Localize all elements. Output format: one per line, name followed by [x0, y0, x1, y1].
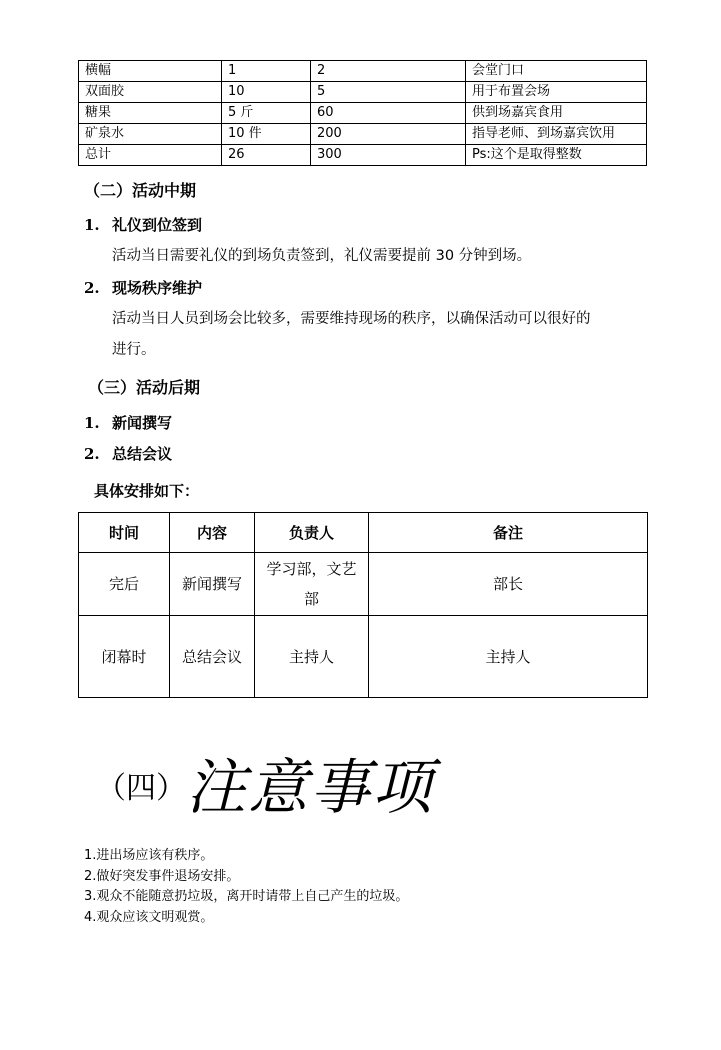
table-header-row [79, 513, 648, 553]
time-cell: 闭幕时 [79, 616, 170, 698]
item-cell: 双面胶 [79, 82, 222, 103]
purpose-cell: 指导老师、到场嘉宾饮用 [466, 124, 647, 145]
purpose-cell: Ps:这个是取得整数 [466, 145, 647, 166]
item-number: 2. [84, 445, 100, 463]
note-cell: 主持人 [369, 616, 648, 698]
item-cell: 糖果 [79, 103, 222, 124]
cost-cell: 300 [311, 145, 466, 166]
content-cell: 新闻撰写 [170, 553, 255, 616]
quantity-cell: 5 斤 [222, 103, 311, 124]
item-number: 1. [84, 414, 100, 432]
list-item: 4.观众应该文明观赏。 [84, 909, 214, 925]
item-number: 1. [84, 216, 100, 234]
item-title: 总结会议 [112, 445, 173, 463]
table-row [79, 61, 647, 82]
list-item: 2.做好突发事件退场安排。 [84, 868, 240, 884]
mid-phase-heading: （二）活动中期 [84, 181, 197, 200]
materials-table [78, 60, 647, 166]
cost-cell: 2 [311, 61, 466, 82]
item-number: 2. [84, 279, 100, 297]
late-item2-heading [84, 443, 172, 464]
notice-heading [96, 740, 434, 826]
item-cell: 矿泉水 [79, 124, 222, 145]
content-cell: 总结会议 [170, 616, 255, 698]
time-cell: 完后 [79, 553, 170, 616]
note-cell: 部长 [369, 553, 648, 616]
purpose-cell: 供到场嘉宾食用 [466, 103, 647, 124]
purpose-cell: 会堂门口 [466, 61, 647, 82]
list-item: 1.进出场应该有秩序。 [84, 848, 214, 863]
header-note: 备注 [369, 513, 648, 553]
schedule-table [78, 512, 648, 698]
owner-cell [255, 616, 369, 698]
item-title: 现场秩序维护 [112, 279, 203, 297]
item-cell: 横幅 [79, 61, 222, 82]
cost-cell: 60 [311, 103, 466, 124]
notice-section-number: （四） [96, 771, 186, 806]
owner-line: 主持人 [288, 648, 334, 666]
header-content: 内容 [170, 513, 255, 553]
owner-line: 学习部，文艺 [266, 560, 357, 578]
owner-cell [255, 553, 369, 616]
table-row [79, 124, 647, 145]
item-title: 礼仪到位签到 [112, 216, 203, 234]
table-row [79, 103, 647, 124]
mid-item1-text: 活动当日需要礼仪的到场负责签到，礼仪需要提前 30 分钟到场。 [112, 248, 532, 264]
text-line: 进行。 [112, 342, 156, 358]
schedule-intro: 具体安排如下： [94, 482, 200, 500]
text-line: 活动当日人员到场会比较多，需要维持现场的秩序，以确保活动可以很好的 [112, 311, 591, 327]
table-row [79, 553, 648, 616]
quantity-cell: 26 [222, 145, 311, 166]
list-item: 3.观众不能随意扔垃圾，离开时请带上自己产生的垃圾。 [84, 889, 409, 904]
table-row [79, 145, 647, 166]
table-row [79, 616, 648, 698]
purpose-cell: 用于布置会场 [466, 82, 647, 103]
mid-item2-heading [84, 277, 202, 298]
table-row [79, 82, 647, 103]
quantity-cell: 1 [222, 61, 311, 82]
late-item1-heading [84, 412, 172, 433]
quantity-cell: 10 件 [222, 124, 311, 145]
notice-title: 注意事项 [186, 753, 434, 823]
late-phase-heading: （三）活动后期 [88, 378, 201, 397]
notice-list [84, 846, 408, 928]
item-title: 新闻撰写 [112, 414, 173, 432]
quantity-cell: 10 [222, 82, 311, 103]
owner-line: 部 [303, 590, 319, 608]
header-owner: 负责人 [255, 513, 369, 553]
cost-cell: 200 [311, 124, 466, 145]
cost-cell: 5 [311, 82, 466, 103]
header-time: 时间 [79, 513, 170, 553]
item-cell: 总计 [79, 145, 222, 166]
mid-item1-heading [84, 214, 202, 235]
mid-item2-text [112, 304, 652, 366]
